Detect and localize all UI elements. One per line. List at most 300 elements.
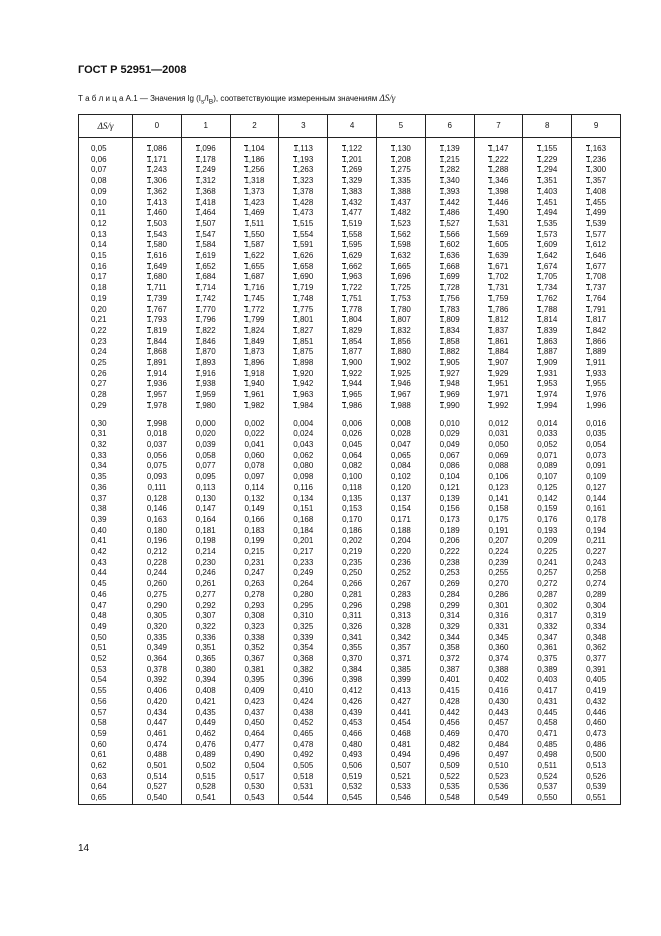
- value-text: 0,274: [586, 579, 607, 589]
- value-text: 1,819: [146, 325, 167, 335]
- row-key-cell: 0,53: [79, 665, 133, 676]
- value-text: 1,778: [342, 304, 363, 314]
- value-cell: [230, 379, 279, 390]
- value-cell: [181, 219, 230, 230]
- value-text: 0,002: [244, 418, 265, 428]
- value-cell: [230, 654, 279, 665]
- value-text: 0,310: [293, 611, 314, 621]
- value-cell: [230, 515, 279, 526]
- value-cell: [230, 390, 279, 401]
- gap-cell: [523, 412, 572, 419]
- value-text: 0,149: [244, 504, 265, 514]
- value-cell: [425, 440, 474, 451]
- row-key-cell: 0,26: [79, 369, 133, 380]
- value-text: 1,965: [342, 390, 363, 400]
- value-text: 0,201: [293, 536, 314, 546]
- table-row: [79, 165, 621, 176]
- value-cell: [279, 515, 328, 526]
- value-cell: [230, 401, 279, 412]
- value-cell: [474, 369, 523, 380]
- value-text: 0,304: [586, 600, 607, 610]
- value-cell: [474, 155, 523, 166]
- value-cell: [572, 358, 621, 369]
- value-cell: [523, 472, 572, 483]
- value-text: 1,677: [586, 261, 607, 271]
- value-text: 0,181: [195, 525, 216, 535]
- value-text: 1,531: [488, 218, 509, 228]
- value-cell: [572, 772, 621, 783]
- value-text: 0,171: [390, 514, 411, 524]
- value-text: 0,420: [146, 696, 167, 706]
- value-text: 0,441: [390, 707, 411, 717]
- value-text: 0,375: [537, 654, 558, 664]
- value-text: 1,329: [342, 176, 363, 186]
- value-cell: [328, 793, 377, 804]
- value-cell: [523, 429, 572, 440]
- value-cell: [523, 187, 572, 198]
- value-text: 0,125: [537, 482, 558, 492]
- value-text: 0,141: [488, 493, 509, 503]
- value-cell: [230, 590, 279, 601]
- row-key-cell: 0,05: [79, 138, 133, 155]
- value-cell: [376, 347, 425, 358]
- value-text: 0,078: [244, 461, 265, 471]
- value-cell: [279, 568, 328, 579]
- value-cell: [328, 305, 377, 316]
- row-key-cell: 0,48: [79, 611, 133, 622]
- value-cell: [230, 347, 279, 358]
- value-cell: [133, 440, 182, 451]
- value-cell: [279, 579, 328, 590]
- value-cell: [133, 675, 182, 686]
- value-cell: [230, 494, 279, 505]
- value-text: 0,388: [488, 664, 509, 674]
- value-text: 0,424: [293, 696, 314, 706]
- value-cell: [425, 526, 474, 537]
- value-cell: [376, 138, 425, 155]
- value-text: 0,539: [586, 782, 607, 792]
- value-cell: [181, 472, 230, 483]
- value-cell: [328, 772, 377, 783]
- value-cell: [133, 305, 182, 316]
- value-cell: [523, 165, 572, 176]
- value-text: 0,301: [488, 600, 509, 610]
- value-cell: [328, 283, 377, 294]
- row-key-cell: 0,32: [79, 440, 133, 451]
- value-cell: [376, 451, 425, 462]
- value-cell: [279, 675, 328, 686]
- gap-cell: [572, 412, 621, 419]
- value-text: 1,942: [293, 379, 314, 389]
- table-row: [79, 633, 621, 644]
- value-text: 1,147: [488, 144, 509, 153]
- value-text: 1,846: [195, 336, 216, 346]
- value-cell: [328, 208, 377, 219]
- value-cell: [133, 504, 182, 515]
- value-text: 1,737: [586, 283, 607, 293]
- value-cell: [279, 772, 328, 783]
- value-cell: [133, 601, 182, 612]
- value-text: 0,540: [146, 793, 167, 803]
- value-text: 0,252: [390, 568, 411, 578]
- value-text: 1,642: [537, 251, 558, 261]
- value-cell: [474, 750, 523, 761]
- value-cell: [181, 558, 230, 569]
- value-cell: [376, 675, 425, 686]
- value-cell: [572, 337, 621, 348]
- value-text: 0,114: [244, 482, 265, 492]
- value-cell: [523, 240, 572, 251]
- value-text: 1,863: [537, 336, 558, 346]
- value-text: 0,341: [342, 632, 363, 642]
- value-cell: [181, 504, 230, 515]
- value-text: 1,519: [342, 218, 363, 228]
- table-row: [79, 547, 621, 558]
- value-cell: [425, 601, 474, 612]
- value-cell: [328, 654, 377, 665]
- value-text: 0,439: [342, 707, 363, 717]
- value-cell: [474, 326, 523, 337]
- value-text: 1,573: [537, 229, 558, 239]
- value-text: 0,362: [586, 643, 607, 653]
- value-text: 1,827: [293, 325, 314, 335]
- value-text: 1,931: [537, 368, 558, 378]
- value-cell: [328, 782, 377, 793]
- value-cell: [133, 138, 182, 155]
- value-text: 0,250: [342, 568, 363, 578]
- value-text: 1,770: [195, 304, 216, 314]
- gap-cell: [328, 412, 377, 419]
- value-cell: [230, 219, 279, 230]
- value-text: 0,299: [439, 600, 460, 610]
- value-cell: [181, 729, 230, 740]
- value-cell: [474, 740, 523, 751]
- value-cell: [523, 262, 572, 273]
- value-text: 0,109: [586, 472, 607, 482]
- row-key-cell: 0,14: [79, 240, 133, 251]
- value-cell: [376, 419, 425, 430]
- value-text: 0,147: [195, 504, 216, 514]
- row-key-cell: 0,44: [79, 568, 133, 579]
- value-text: 1,898: [293, 358, 314, 368]
- value-cell: [181, 187, 230, 198]
- value-cell: [133, 782, 182, 793]
- value-text: 1,759: [488, 293, 509, 303]
- value-cell: [328, 729, 377, 740]
- value-text: 1,662: [342, 261, 363, 271]
- value-cell: [133, 515, 182, 526]
- value-cell: [474, 772, 523, 783]
- value-cell: [523, 579, 572, 590]
- value-cell: [572, 461, 621, 472]
- value-text: 1,340: [439, 176, 460, 186]
- value-cell: [474, 461, 523, 472]
- value-text: 1,473: [293, 208, 314, 218]
- value-cell: [376, 772, 425, 783]
- value-cell: [133, 547, 182, 558]
- value-text: 0,402: [488, 675, 509, 685]
- value-text: 0,062: [293, 450, 314, 460]
- value-cell: [425, 579, 474, 590]
- value-text: 0,377: [586, 654, 607, 664]
- value-cell: [279, 379, 328, 390]
- value-text: 0,134: [293, 493, 314, 503]
- value-cell: [572, 390, 621, 401]
- value-text: 0,035: [586, 429, 607, 439]
- value-text: 1,432: [342, 197, 363, 207]
- value-cell: [474, 176, 523, 187]
- value-text: 0,408: [195, 686, 216, 696]
- value-text: 0,378: [146, 664, 167, 674]
- gap-cell: [425, 412, 474, 419]
- value-text: 1,955: [586, 379, 607, 389]
- value-cell: [328, 622, 377, 633]
- value-cell: [181, 654, 230, 665]
- row-key-cell: 0,59: [79, 729, 133, 740]
- value-cell: [425, 772, 474, 783]
- value-cell: [181, 369, 230, 380]
- value-cell: [230, 483, 279, 494]
- value-cell: [230, 165, 279, 176]
- table-row: [79, 251, 621, 262]
- value-text: 1,786: [488, 304, 509, 314]
- table-row: [79, 155, 621, 166]
- value-cell: [523, 515, 572, 526]
- value-text: 0,358: [439, 643, 460, 653]
- value-cell: [523, 793, 572, 804]
- value-text: 1,714: [195, 283, 216, 293]
- value-text: 1,482: [390, 208, 411, 218]
- value-cell: [425, 419, 474, 430]
- value-cell: [279, 494, 328, 505]
- table-row: [79, 793, 621, 804]
- value-cell: [572, 419, 621, 430]
- value-text: 1,437: [390, 197, 411, 207]
- value-text: 1,486: [439, 208, 460, 218]
- value-cell: [523, 740, 572, 751]
- value-text: 1,796: [195, 315, 216, 325]
- value-cell: [230, 782, 279, 793]
- value-cell: [523, 230, 572, 241]
- value-cell: [279, 622, 328, 633]
- value-text: 0,233: [293, 557, 314, 567]
- value-cell: [328, 515, 377, 526]
- value-cell: [328, 379, 377, 390]
- value-text: 0,457: [488, 718, 509, 728]
- value-text: 0,033: [537, 429, 558, 439]
- value-cell: [523, 483, 572, 494]
- value-cell: [376, 379, 425, 390]
- value-cell: [230, 526, 279, 537]
- value-cell: [230, 419, 279, 430]
- value-text: 0,477: [244, 739, 265, 749]
- value-cell: [376, 665, 425, 676]
- value-cell: [474, 622, 523, 633]
- value-cell: [474, 526, 523, 537]
- value-text: 0,159: [537, 504, 558, 514]
- row-key-cell: 0,41: [79, 536, 133, 547]
- value-cell: [523, 708, 572, 719]
- value-text: 1,877: [342, 347, 363, 357]
- value-cell: [230, 772, 279, 783]
- value-text: 0,513: [586, 761, 607, 771]
- value-text: 1,584: [195, 240, 216, 250]
- value-text: 1,868: [146, 347, 167, 357]
- value-cell: [425, 697, 474, 708]
- value-cell: [279, 294, 328, 305]
- value-cell: [425, 633, 474, 644]
- value-text: 0,500: [586, 750, 607, 760]
- value-cell: [328, 155, 377, 166]
- value-cell: [181, 419, 230, 430]
- value-text: 1,990: [439, 400, 460, 410]
- value-text: 1,716: [244, 283, 265, 293]
- value-text: 0,227: [586, 547, 607, 557]
- value-cell: [474, 558, 523, 569]
- value-text: 1,595: [342, 240, 363, 250]
- value-text: 0,372: [439, 654, 460, 664]
- value-cell: [523, 643, 572, 654]
- table-row: [79, 326, 621, 337]
- value-cell: [572, 675, 621, 686]
- value-cell: [230, 633, 279, 644]
- value-cell: [133, 315, 182, 326]
- value-cell: [328, 272, 377, 283]
- table-gap-row: [79, 412, 621, 419]
- value-text: 0,430: [488, 696, 509, 706]
- table-row: [79, 772, 621, 783]
- row-key-cell: 0,52: [79, 654, 133, 665]
- value-cell: [474, 294, 523, 305]
- value-text: 1,598: [390, 240, 411, 250]
- value-cell: [279, 601, 328, 612]
- table-row: [79, 358, 621, 369]
- value-cell: [376, 793, 425, 804]
- value-text: 0,255: [488, 568, 509, 578]
- value-cell: [181, 740, 230, 751]
- value-text: 1,335: [390, 176, 411, 186]
- value-cell: [572, 547, 621, 558]
- value-text: 0,102: [390, 472, 411, 482]
- value-text: 0,443: [488, 707, 509, 717]
- value-cell: [181, 515, 230, 526]
- value-cell: [181, 240, 230, 251]
- value-text: 0,054: [586, 439, 607, 449]
- value-cell: [133, 369, 182, 380]
- value-text: 1,373: [244, 186, 265, 196]
- value-text: 0,008: [390, 418, 411, 428]
- value-cell: [523, 390, 572, 401]
- column-header: 7: [474, 115, 523, 138]
- value-cell: [425, 761, 474, 772]
- value-cell: [181, 429, 230, 440]
- value-text: 0,536: [488, 782, 509, 792]
- value-text: 0,243: [586, 557, 607, 567]
- value-cell: [279, 740, 328, 751]
- value-text: 0,384: [342, 664, 363, 674]
- value-cell: [572, 369, 621, 380]
- value-text: 1,605: [488, 240, 509, 250]
- value-text: 0,153: [342, 504, 363, 514]
- value-text: 0,326: [342, 621, 363, 631]
- value-text: 1,870: [195, 347, 216, 357]
- value-text: 1,687: [244, 272, 265, 282]
- value-cell: [279, 536, 328, 547]
- value-cell: [133, 483, 182, 494]
- value-cell: [181, 165, 230, 176]
- value-cell: [523, 461, 572, 472]
- value-cell: [474, 494, 523, 505]
- value-text: 0,416: [488, 686, 509, 696]
- value-text: 1,824: [244, 325, 265, 335]
- value-cell: [474, 401, 523, 412]
- value-cell: [279, 686, 328, 697]
- value-cell: [376, 198, 425, 209]
- value-cell: [474, 590, 523, 601]
- value-cell: [328, 138, 377, 155]
- value-cell: [230, 283, 279, 294]
- value-cell: [474, 697, 523, 708]
- value-text: 1,547: [195, 229, 216, 239]
- value-text: 0,421: [195, 696, 216, 706]
- value-text: 1,978: [146, 400, 167, 410]
- value-text: 0,405: [586, 675, 607, 685]
- caption-mid: /I: [204, 94, 209, 103]
- value-text: 1,731: [488, 283, 509, 293]
- value-cell: [376, 187, 425, 198]
- row-key-cell: 0,30: [79, 419, 133, 430]
- value-cell: [181, 686, 230, 697]
- column-header: 5: [376, 115, 425, 138]
- table-header-row: [79, 115, 621, 138]
- value-text: 0,413: [390, 686, 411, 696]
- value-cell: [133, 740, 182, 751]
- value-text: 1,558: [342, 229, 363, 239]
- value-cell: [376, 440, 425, 451]
- gap-cell: [474, 412, 523, 419]
- row-key-cell: 0,34: [79, 461, 133, 472]
- value-cell: [376, 208, 425, 219]
- value-text: 1,507: [195, 218, 216, 228]
- value-text: 0,214: [195, 547, 216, 557]
- value-text: 1,636: [439, 251, 460, 261]
- value-text: 0,314: [439, 611, 460, 621]
- value-text: 0,501: [146, 761, 167, 771]
- value-cell: [376, 461, 425, 472]
- value-text: 0,352: [244, 643, 265, 653]
- table-row: [79, 283, 621, 294]
- table-row: [79, 729, 621, 740]
- value-text: 1,612: [586, 240, 607, 250]
- value-text: 0,488: [146, 750, 167, 760]
- value-text: 1,988: [390, 400, 411, 410]
- value-cell: [230, 579, 279, 590]
- value-text: 0,106: [488, 472, 509, 482]
- value-text: 0,239: [488, 557, 509, 567]
- row-key-cell: 0,56: [79, 697, 133, 708]
- value-cell: [328, 483, 377, 494]
- value-cell: [376, 558, 425, 569]
- value-text: 0,428: [439, 696, 460, 706]
- value-text: 0,188: [390, 525, 411, 535]
- value-cell: [181, 347, 230, 358]
- value-text: 0,082: [342, 461, 363, 471]
- value-cell: [181, 208, 230, 219]
- value-text: 0,253: [439, 568, 460, 578]
- value-text: 1,842: [586, 325, 607, 335]
- value-text: 0,507: [390, 761, 411, 771]
- value-text: 1,294: [537, 165, 558, 175]
